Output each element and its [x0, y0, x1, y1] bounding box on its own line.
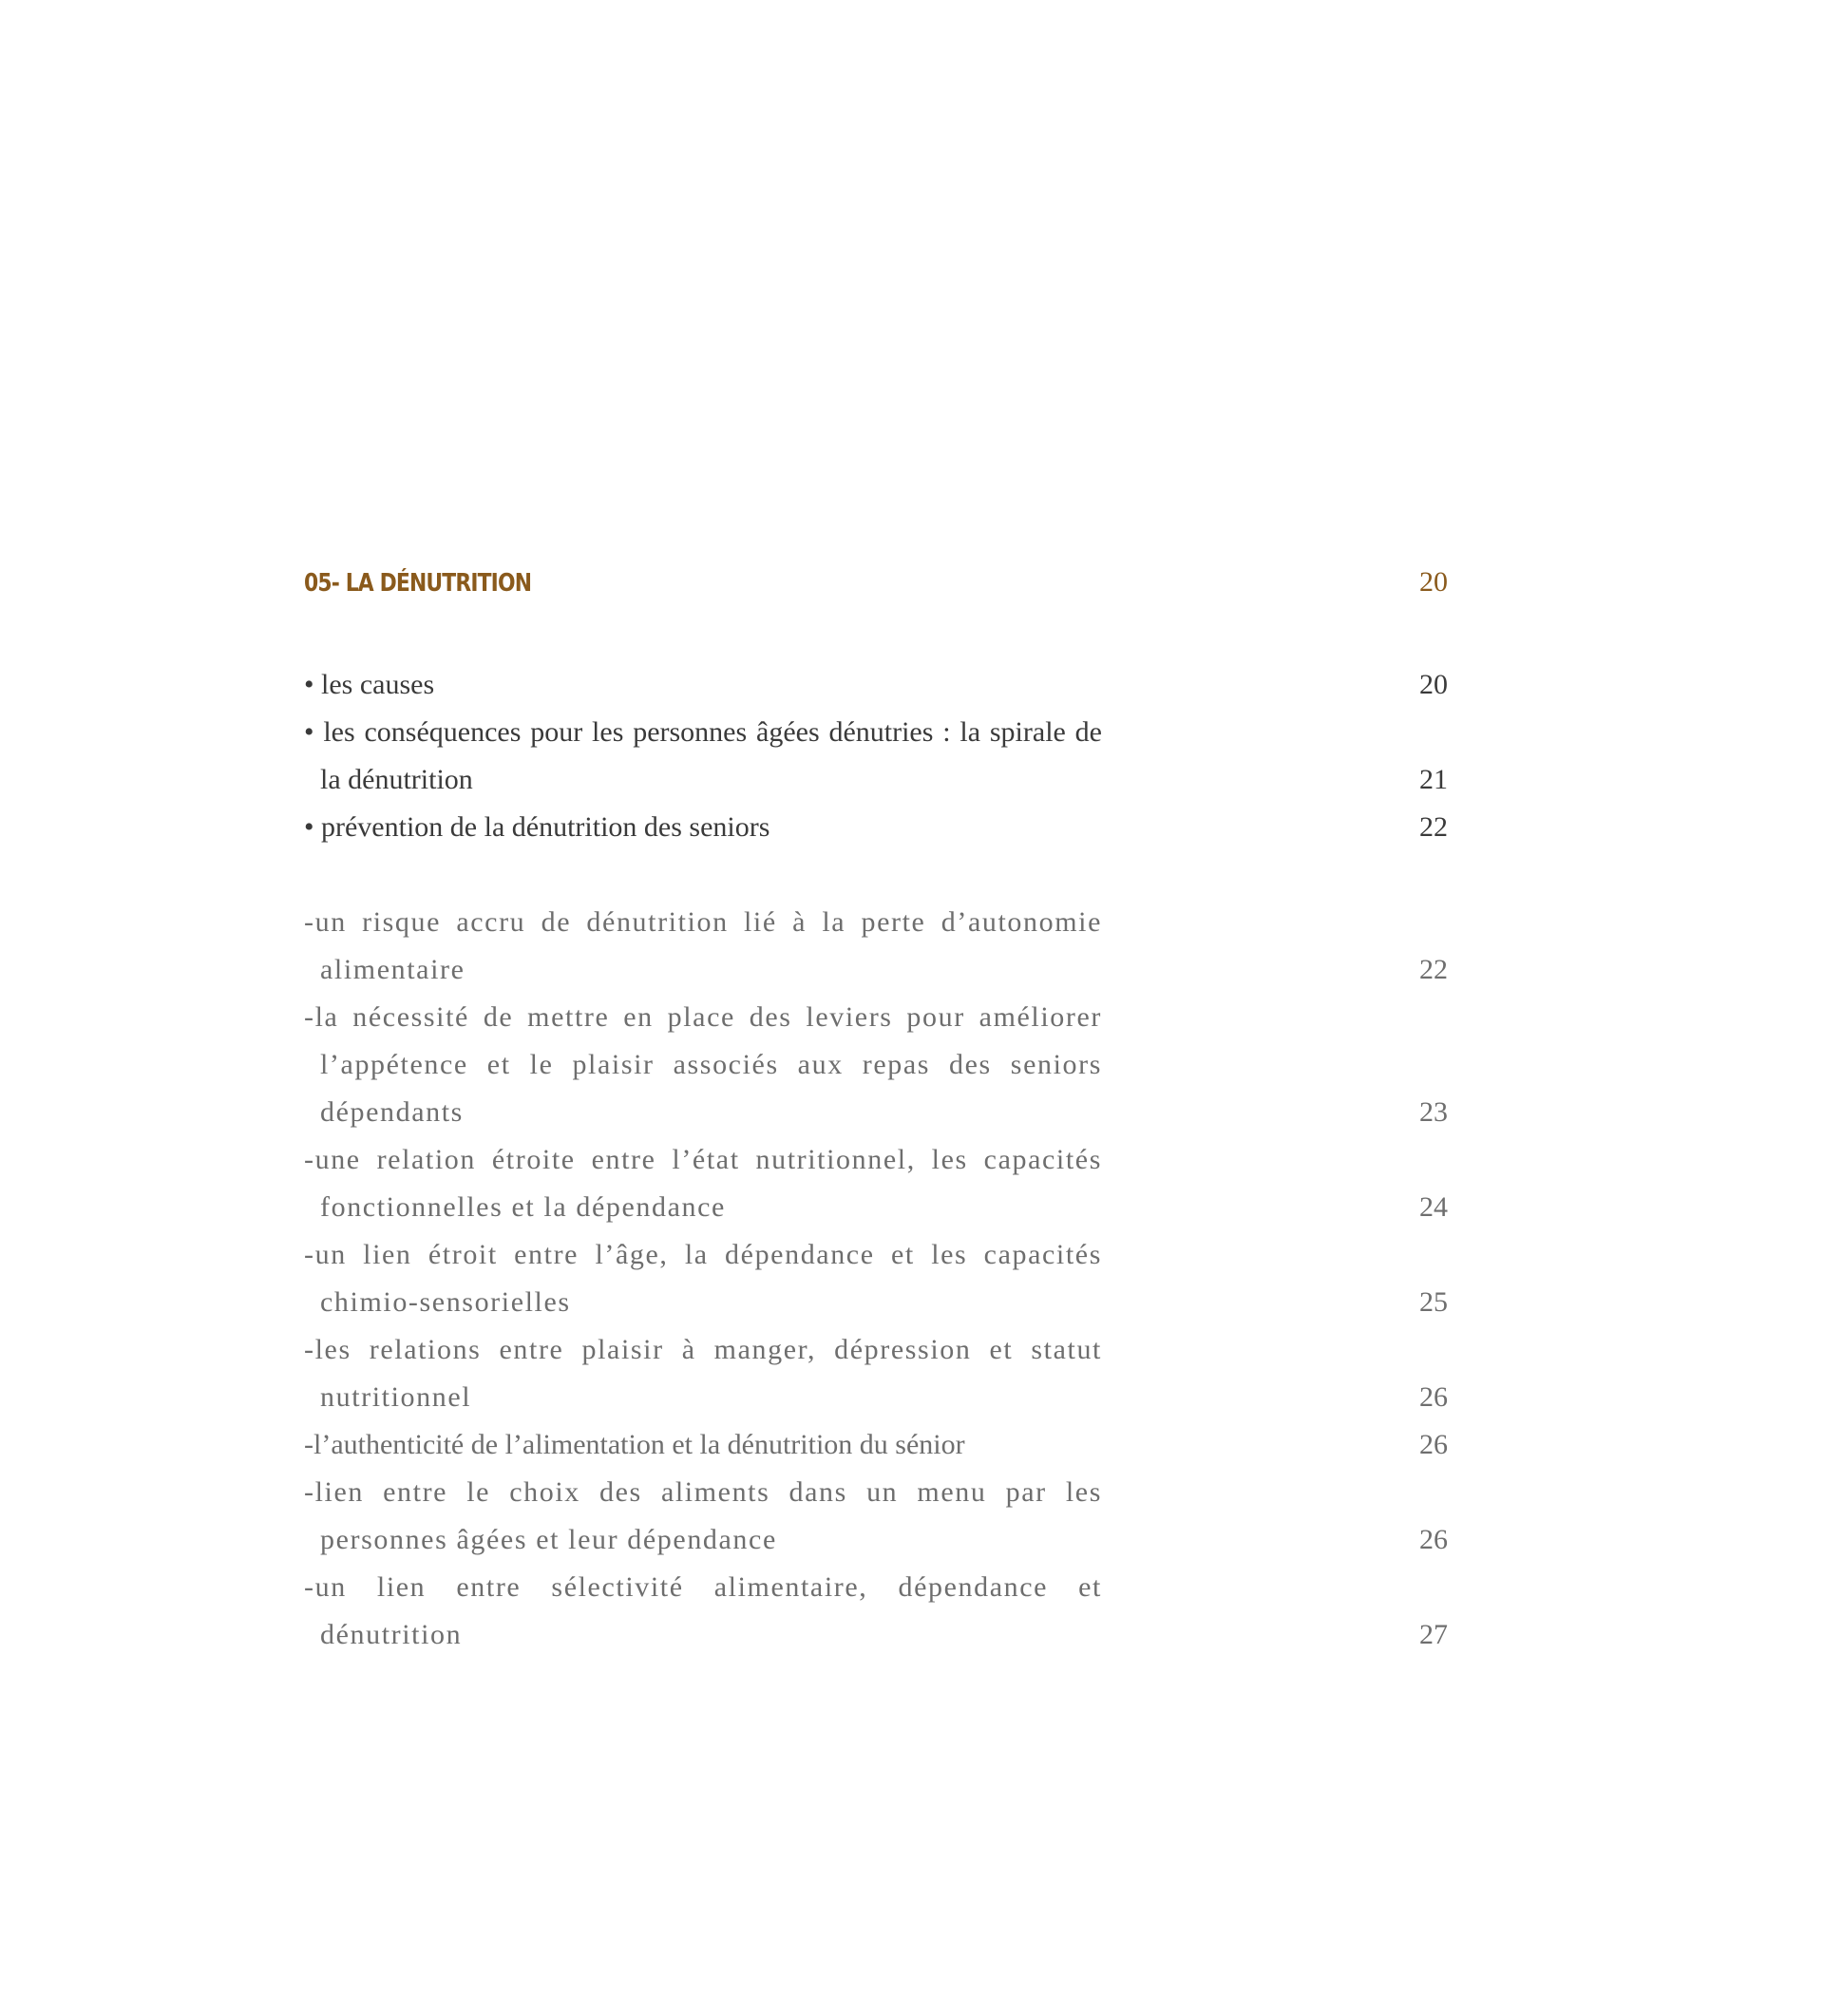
toc-entry-text: -les relations entre plaisir à manger, dépression et statut nutritionnel [304, 1334, 1102, 1413]
toc-subentry [304, 1231, 1448, 1326]
toc-entry-page: 23 [1419, 1096, 1448, 1128]
toc-entry-text: -la nécessité de mettre en place des leviers pour améliorer l’appétence et le plaisir associés aux repas des seniors dépendants [304, 1001, 1102, 1128]
toc-entry-consequences [304, 709, 1448, 804]
section-title: 05- LA DÉNUTRITION [304, 569, 532, 598]
toc-entry-text: -l’authenticité de l’alimentation et la dénutrition du sénior [304, 1429, 965, 1460]
toc-subentry [304, 1469, 1448, 1564]
toc-entry-page: 24 [1419, 1191, 1448, 1223]
toc-entry-causes [304, 661, 1448, 709]
toc-entry-page: 26 [1419, 1524, 1448, 1555]
toc-entry-text: -un risque accru de dénutrition lié à la perte d’autonomie alimentaire [304, 906, 1102, 985]
toc-entry-page: 21 [1419, 764, 1448, 795]
toc-entry-text: • prévention de la dénutrition des seniors [304, 811, 770, 843]
toc-entry-text: • les causes [304, 669, 435, 700]
toc-entry-page: 22 [1419, 954, 1448, 985]
toc-entry-page: 25 [1419, 1286, 1448, 1318]
section-header [304, 566, 1448, 614]
bullet-list [304, 661, 1448, 851]
toc-entry-page: 20 [1419, 669, 1448, 700]
sub-item-list [304, 899, 1448, 1659]
section-page-number: 20 [1419, 566, 1448, 598]
toc-subentry [304, 1421, 1448, 1469]
toc-entry-page: 26 [1419, 1429, 1448, 1460]
toc-entry-prevention [304, 804, 1448, 851]
toc-entry-text: -un lien entre sélectivité alimentaire, dépendance et dénutrition [304, 1571, 1102, 1650]
toc-entry-page: 27 [1419, 1619, 1448, 1650]
toc-entry-page: 26 [1419, 1381, 1448, 1413]
table-of-contents [304, 566, 1448, 1650]
toc-entry-text: -un lien étroit entre l’âge, la dépendance et les capacités chimio-sensorielles [304, 1239, 1102, 1318]
toc-entry-text: • les conséquences pour les personnes âgées dénutries : la spirale de la dénutrition [304, 716, 1102, 795]
toc-entry-text: -une relation étroite entre l’état nutritionnel, les capacités fonctionnelles et la dépendance [304, 1144, 1102, 1223]
toc-subentry [304, 899, 1448, 994]
toc-subentry [304, 994, 1448, 1136]
toc-subentry [304, 1136, 1448, 1231]
toc-entry-page: 22 [1419, 811, 1448, 843]
toc-subentry [304, 1326, 1448, 1421]
toc-entry-text: -lien entre le choix des aliments dans un menu par les personnes âgées et leur dépendance [304, 1476, 1102, 1555]
toc-subentry [304, 1564, 1448, 1659]
